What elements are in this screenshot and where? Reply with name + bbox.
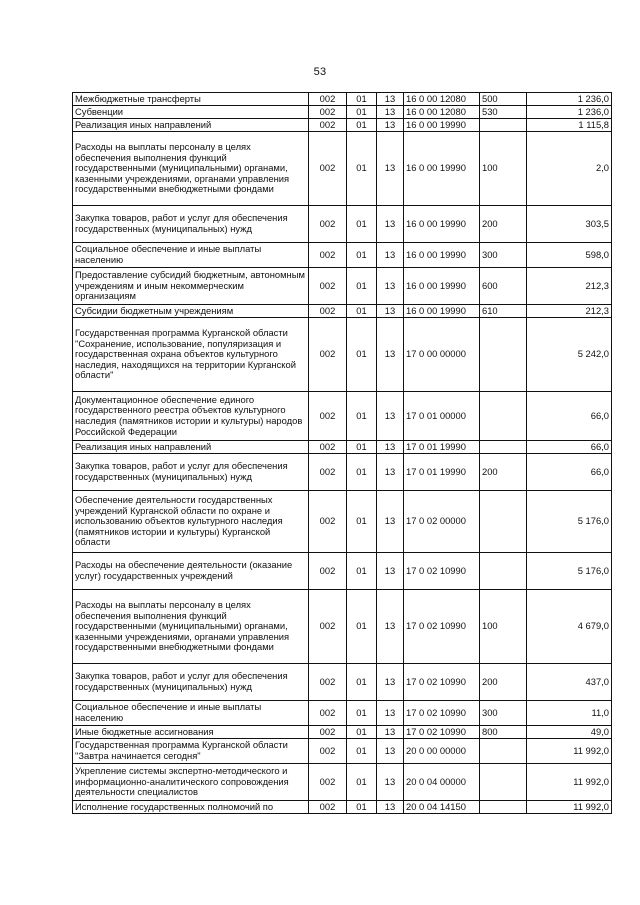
expense-type-code-cell — [480, 801, 527, 814]
table-row — [73, 206, 612, 243]
expense-name-cell: Социальное обеспечение и иные выплаты населению — [73, 701, 309, 726]
subsection-code-cell: 13 — [377, 305, 404, 318]
section-code-cell: 01 — [347, 454, 377, 491]
section-code-cell: 01 — [347, 764, 377, 801]
table-row — [73, 454, 612, 491]
amount-cell: 5 176,0 — [527, 491, 612, 553]
chief-admin-code-cell: 002 — [309, 392, 347, 441]
chief-admin-code-cell: 002 — [309, 243, 347, 268]
subsection-code-cell: 13 — [377, 206, 404, 243]
target-article-code-cell: 17 0 02 10990 — [404, 726, 480, 739]
table-row — [73, 491, 612, 553]
amount-cell: 5 176,0 — [527, 553, 612, 590]
target-article-code-cell: 16 0 00 19990 — [404, 243, 480, 268]
subsection-code-cell: 13 — [377, 268, 404, 305]
table-row — [73, 243, 612, 268]
expense-type-code-cell: 200 — [480, 664, 527, 701]
expense-name-cell: Предоставление субсидий бюджетным, автономным учреждениям и иным некоммерческим организациям — [73, 268, 309, 305]
chief-admin-code-cell: 002 — [309, 553, 347, 590]
expense-name-cell: Документационное обеспечение единого государственного реестра объектов культурного наследия (памятников истории и культуры) народов Российской Федерации — [73, 392, 309, 441]
chief-admin-code-cell: 002 — [309, 132, 347, 206]
expense-type-code-cell — [480, 119, 527, 132]
table-row — [73, 441, 612, 454]
amount-cell: 212,3 — [527, 268, 612, 305]
chief-admin-code-cell: 002 — [309, 590, 347, 664]
chief-admin-code-cell: 002 — [309, 739, 347, 764]
section-code-cell: 01 — [347, 441, 377, 454]
target-article-code-cell: 20 0 04 14150 — [404, 801, 480, 814]
section-code-cell: 01 — [347, 243, 377, 268]
target-article-code-cell: 16 0 00 19990 — [404, 119, 480, 132]
expense-type-code-cell — [480, 553, 527, 590]
subsection-code-cell: 13 — [377, 664, 404, 701]
chief-admin-code-cell: 002 — [309, 454, 347, 491]
section-code-cell: 01 — [347, 553, 377, 590]
expense-name-cell: Расходы на выплаты персоналу в целях обеспечения выполнения функций государственными (муниципальными) органами, казенными учреждениями, органами управления государственными внебюджетными фондами — [73, 590, 309, 664]
section-code-cell: 01 — [347, 726, 377, 739]
expense-name-cell: Государственная программа Курганской области "Завтра начинается сегодня" — [73, 739, 309, 764]
chief-admin-code-cell: 002 — [309, 106, 347, 119]
subsection-code-cell: 13 — [377, 726, 404, 739]
expense-type-code-cell — [480, 392, 527, 441]
section-code-cell: 01 — [347, 590, 377, 664]
subsection-code-cell: 13 — [377, 392, 404, 441]
amount-cell: 11 992,0 — [527, 739, 612, 764]
expense-type-code-cell: 300 — [480, 701, 527, 726]
table-row — [73, 801, 612, 814]
table-row — [73, 392, 612, 441]
subsection-code-cell: 13 — [377, 106, 404, 119]
section-code-cell: 01 — [347, 318, 377, 392]
expense-name-cell: Межбюджетные трансферты — [73, 93, 309, 106]
subsection-code-cell: 13 — [377, 739, 404, 764]
target-article-code-cell: 17 0 02 10990 — [404, 701, 480, 726]
subsection-code-cell: 13 — [377, 701, 404, 726]
expense-name-cell: Закупка товаров, работ и услуг для обеспечения государственных (муниципальных) нужд — [73, 664, 309, 701]
table-row — [73, 739, 612, 764]
table-row — [73, 132, 612, 206]
amount-cell: 2,0 — [527, 132, 612, 206]
table-row — [73, 590, 612, 664]
target-article-code-cell: 17 0 01 00000 — [404, 392, 480, 441]
amount-cell: 1 115,8 — [527, 119, 612, 132]
target-article-code-cell: 16 0 00 12080 — [404, 106, 480, 119]
amount-cell: 437,0 — [527, 664, 612, 701]
target-article-code-cell: 17 0 00 00000 — [404, 318, 480, 392]
expense-type-code-cell: 610 — [480, 305, 527, 318]
chief-admin-code-cell: 002 — [309, 268, 347, 305]
amount-cell: 49,0 — [527, 726, 612, 739]
target-article-code-cell: 17 0 01 19990 — [404, 454, 480, 491]
section-code-cell: 01 — [347, 305, 377, 318]
subsection-code-cell: 13 — [377, 318, 404, 392]
amount-cell: 598,0 — [527, 243, 612, 268]
subsection-code-cell: 13 — [377, 119, 404, 132]
section-code-cell: 01 — [347, 106, 377, 119]
target-article-code-cell: 17 0 02 10990 — [404, 664, 480, 701]
section-code-cell: 01 — [347, 701, 377, 726]
section-code-cell: 01 — [347, 93, 377, 106]
section-code-cell: 01 — [347, 132, 377, 206]
subsection-code-cell: 13 — [377, 441, 404, 454]
target-article-code-cell: 16 0 00 19990 — [404, 305, 480, 318]
expense-name-cell: Исполнение государственных полномочий по — [73, 801, 309, 814]
subsection-code-cell: 13 — [377, 553, 404, 590]
subsection-code-cell: 13 — [377, 132, 404, 206]
section-code-cell: 01 — [347, 739, 377, 764]
budget-table-body — [73, 93, 612, 814]
expense-name-cell: Обеспечение деятельности государственных учреждений Курганской области по охране и использованию объектов культурного наследия (памятников истории и культуры) Курганской области — [73, 491, 309, 553]
table-row — [73, 664, 612, 701]
target-article-code-cell: 17 0 02 10990 — [404, 553, 480, 590]
expense-name-cell: Иные бюджетные ассигнования — [73, 726, 309, 739]
subsection-code-cell: 13 — [377, 454, 404, 491]
subsection-code-cell: 13 — [377, 764, 404, 801]
section-code-cell: 01 — [347, 664, 377, 701]
expense-type-code-cell — [480, 318, 527, 392]
table-row — [73, 726, 612, 739]
section-code-cell: 01 — [347, 206, 377, 243]
chief-admin-code-cell: 002 — [309, 664, 347, 701]
table-row — [73, 318, 612, 392]
amount-cell: 303,5 — [527, 206, 612, 243]
expense-name-cell: Государственная программа Курганской области "Сохранение, использование, популяризация и государственная охрана объектов культурного наследия, находящихся на территории Курганской области" — [73, 318, 309, 392]
expense-type-code-cell — [480, 441, 527, 454]
chief-admin-code-cell: 002 — [309, 764, 347, 801]
target-article-code-cell: 16 0 00 19990 — [404, 268, 480, 305]
expense-type-code-cell: 200 — [480, 206, 527, 243]
table-row — [73, 305, 612, 318]
target-article-code-cell: 17 0 01 19990 — [404, 441, 480, 454]
expense-name-cell: Расходы на обеспечение деятельности (оказание услуг) государственных учреждений — [73, 553, 309, 590]
expense-type-code-cell: 100 — [480, 590, 527, 664]
section-code-cell: 01 — [347, 392, 377, 441]
chief-admin-code-cell: 002 — [309, 305, 347, 318]
section-code-cell: 01 — [347, 268, 377, 305]
subsection-code-cell: 13 — [377, 590, 404, 664]
expense-type-code-cell: 500 — [480, 93, 527, 106]
amount-cell: 66,0 — [527, 392, 612, 441]
amount-cell: 1 236,0 — [527, 106, 612, 119]
subsection-code-cell: 13 — [377, 243, 404, 268]
table-row — [73, 119, 612, 132]
expense-type-code-cell — [480, 491, 527, 553]
subsection-code-cell: 13 — [377, 93, 404, 106]
chief-admin-code-cell: 002 — [309, 119, 347, 132]
chief-admin-code-cell: 002 — [309, 318, 347, 392]
target-article-code-cell: 17 0 02 00000 — [404, 491, 480, 553]
expense-type-code-cell: 200 — [480, 454, 527, 491]
target-article-code-cell: 16 0 00 19990 — [404, 206, 480, 243]
target-article-code-cell: 16 0 00 12080 — [404, 93, 480, 106]
chief-admin-code-cell: 002 — [309, 726, 347, 739]
table-row — [73, 553, 612, 590]
expense-type-code-cell: 100 — [480, 132, 527, 206]
expense-name-cell: Закупка товаров, работ и услуг для обеспечения государственных (муниципальных) нужд — [73, 206, 309, 243]
table-row — [73, 106, 612, 119]
table-row — [73, 701, 612, 726]
subsection-code-cell: 13 — [377, 491, 404, 553]
amount-cell: 11,0 — [527, 701, 612, 726]
target-article-code-cell: 20 0 00 00000 — [404, 739, 480, 764]
expense-type-code-cell — [480, 764, 527, 801]
target-article-code-cell: 17 0 02 10990 — [404, 590, 480, 664]
amount-cell: 66,0 — [527, 441, 612, 454]
amount-cell: 5 242,0 — [527, 318, 612, 392]
section-code-cell: 01 — [347, 491, 377, 553]
page-number: 53 — [313, 66, 327, 78]
expense-type-code-cell: 800 — [480, 726, 527, 739]
amount-cell: 11 992,0 — [527, 764, 612, 801]
section-code-cell: 01 — [347, 119, 377, 132]
expense-name-cell: Расходы на выплаты персоналу в целях обеспечения выполнения функций государственными (муниципальными) органами, казенными учреждениями, органами управления государственными внебюджетными фондами — [73, 132, 309, 206]
table-row — [73, 764, 612, 801]
expense-name-cell: Укрепление системы экспертно-методического и информационно-аналитического сопровождения деятельности специалистов — [73, 764, 309, 801]
amount-cell: 1 236,0 — [527, 93, 612, 106]
amount-cell: 11 992,0 — [527, 801, 612, 814]
chief-admin-code-cell: 002 — [309, 491, 347, 553]
amount-cell: 66,0 — [527, 454, 612, 491]
target-article-code-cell: 20 0 04 00000 — [404, 764, 480, 801]
table-row — [73, 268, 612, 305]
chief-admin-code-cell: 002 — [309, 441, 347, 454]
amount-cell: 4 679,0 — [527, 590, 612, 664]
expense-name-cell: Закупка товаров, работ и услуг для обеспечения государственных (муниципальных) нужд — [73, 454, 309, 491]
section-code-cell: 01 — [347, 801, 377, 814]
chief-admin-code-cell: 002 — [309, 93, 347, 106]
chief-admin-code-cell: 002 — [309, 801, 347, 814]
expense-name-cell: Реализация иных направлений — [73, 119, 309, 132]
expense-type-code-cell: 530 — [480, 106, 527, 119]
expense-type-code-cell: 300 — [480, 243, 527, 268]
expense-type-code-cell — [480, 739, 527, 764]
budget-table — [72, 92, 612, 814]
expense-name-cell: Субвенции — [73, 106, 309, 119]
chief-admin-code-cell: 002 — [309, 206, 347, 243]
expense-name-cell: Реализация иных направлений — [73, 441, 309, 454]
amount-cell: 212,3 — [527, 305, 612, 318]
expense-name-cell: Субсидии бюджетным учреждениям — [73, 305, 309, 318]
expense-name-cell: Социальное обеспечение и иные выплаты населению — [73, 243, 309, 268]
target-article-code-cell: 16 0 00 19990 — [404, 132, 480, 206]
subsection-code-cell: 13 — [377, 801, 404, 814]
table-row — [73, 93, 612, 106]
expense-type-code-cell: 600 — [480, 268, 527, 305]
chief-admin-code-cell: 002 — [309, 701, 347, 726]
